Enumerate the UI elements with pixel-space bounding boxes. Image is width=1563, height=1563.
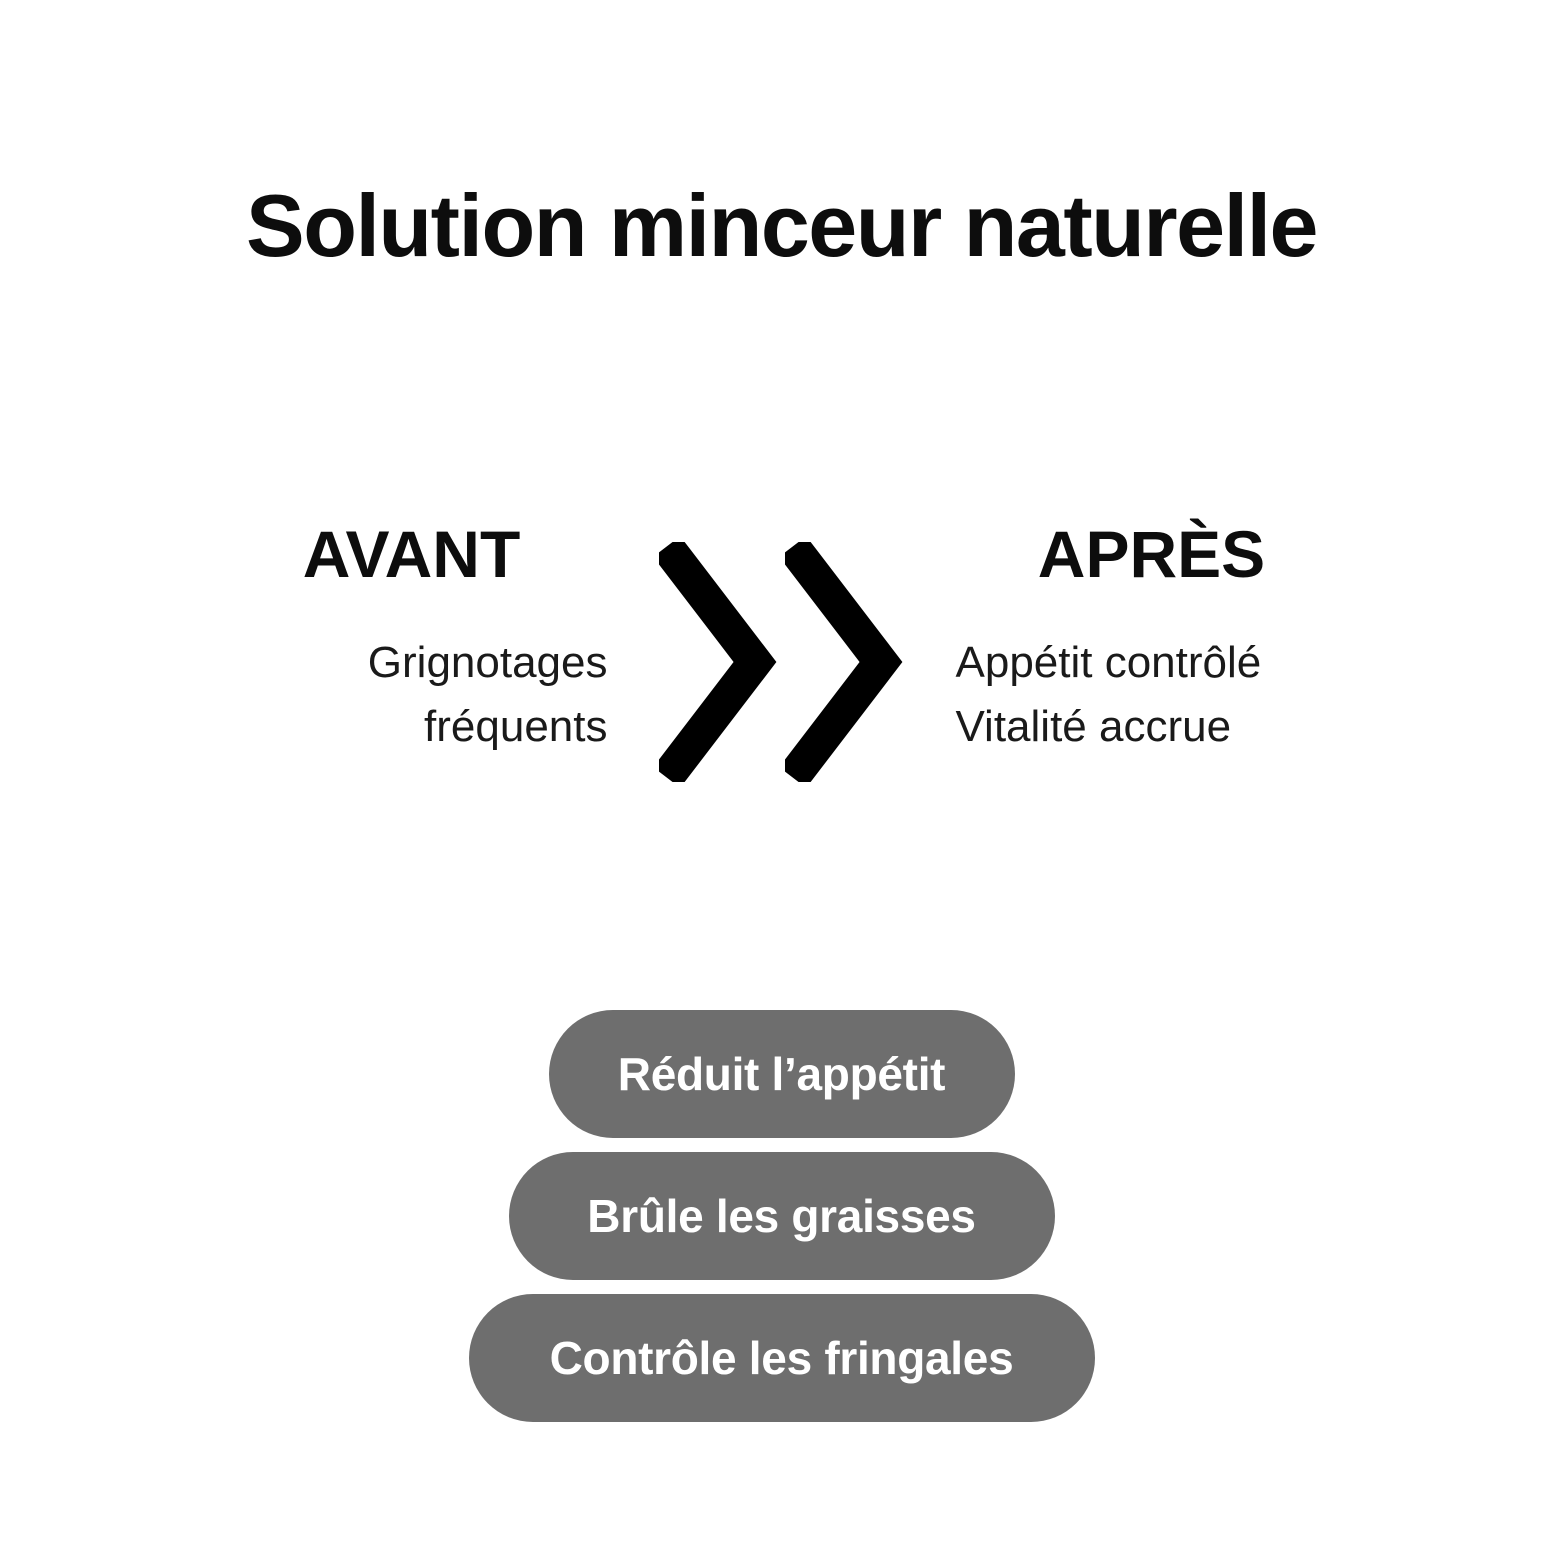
- benefit-pill-3: Contrôle les fringales: [469, 1294, 1095, 1422]
- before-line-1: Grignotages: [367, 638, 608, 688]
- after-line-2: Vitalité accrue: [955, 702, 1232, 752]
- benefit-pill-2: Brûle les graisses: [509, 1152, 1055, 1280]
- after-description: [942, 631, 1362, 759]
- before-line-2: fréquents: [424, 702, 608, 752]
- before-heading: AVANT: [302, 517, 521, 591]
- benefits-list: [0, 1010, 1563, 1422]
- before-column: [202, 517, 632, 759]
- after-column: [932, 517, 1362, 759]
- before-after-comparison: [0, 517, 1563, 820]
- after-heading: APRÈS: [1037, 517, 1266, 591]
- after-line-1: Appétit contrôlé: [955, 638, 1262, 688]
- before-description: [202, 631, 622, 759]
- double-chevron-right-icon: [632, 542, 932, 782]
- benefit-pill-1: Réduit l’appétit: [549, 1010, 1015, 1138]
- page-title: Solution minceur naturelle: [246, 175, 1317, 275]
